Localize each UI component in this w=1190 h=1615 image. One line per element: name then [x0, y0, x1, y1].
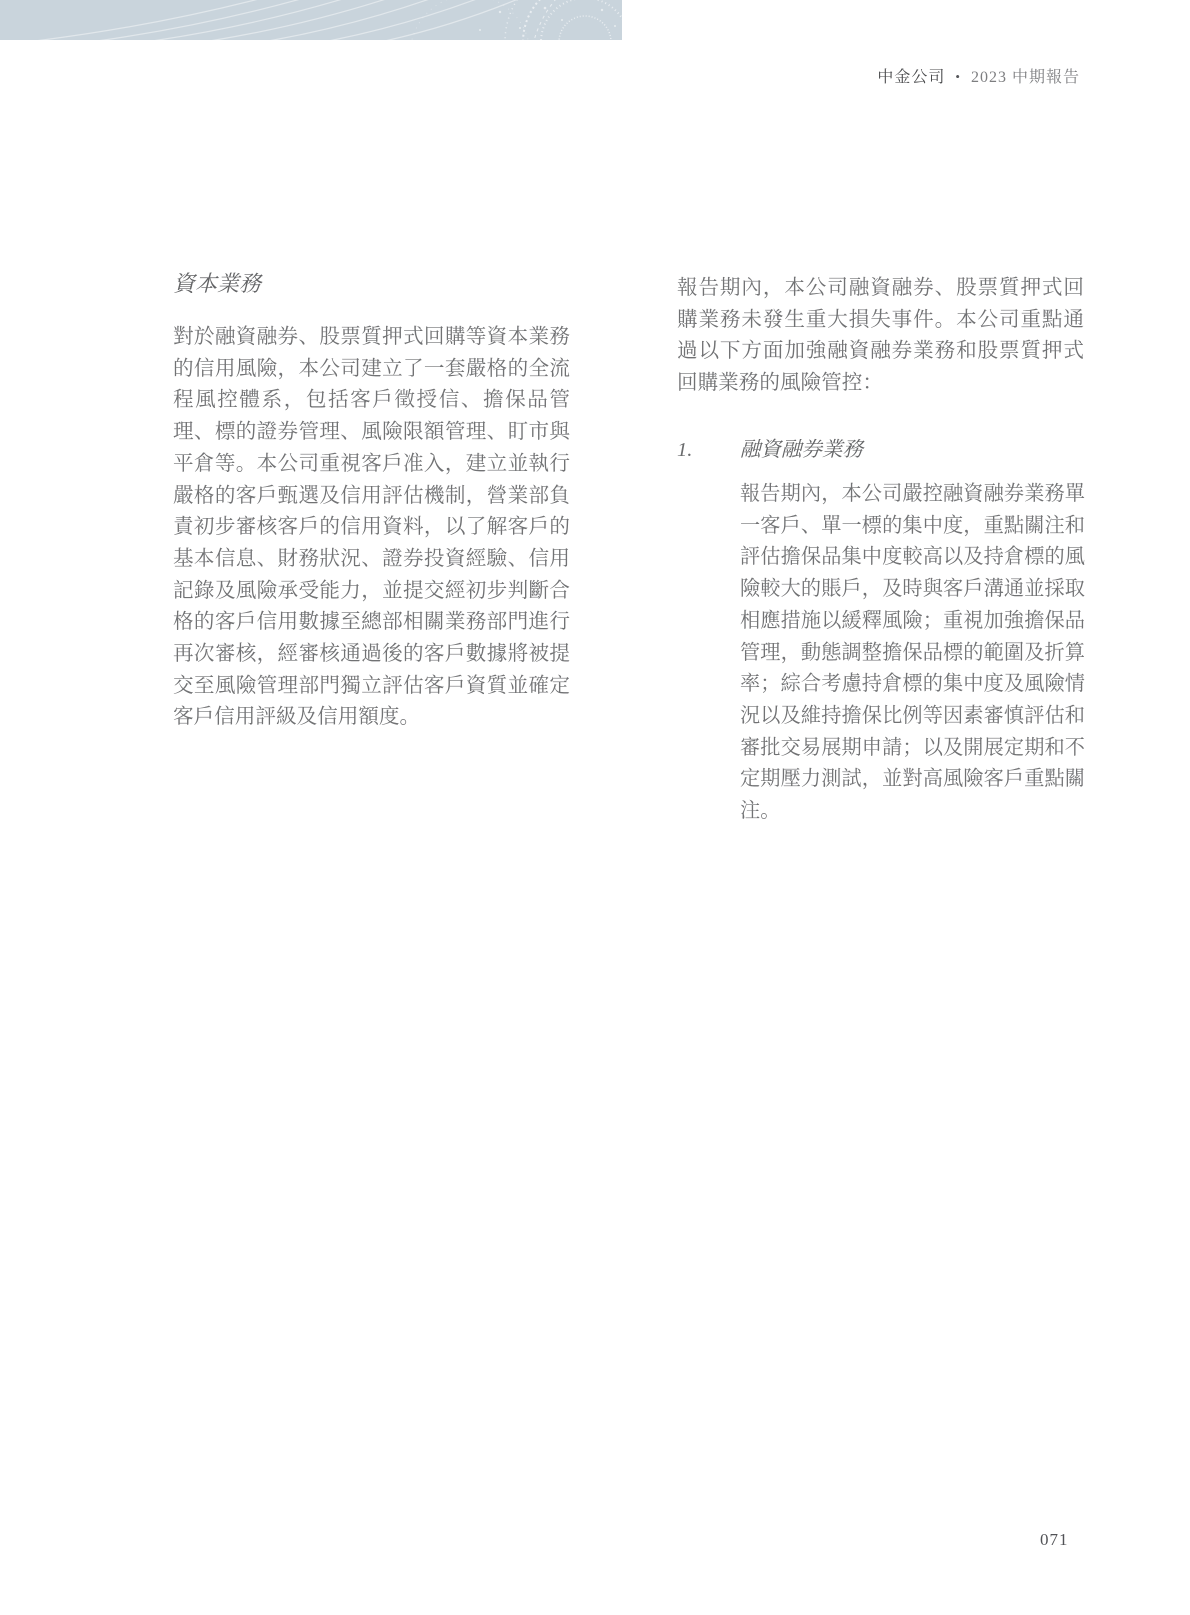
page-number: 071 — [1040, 1530, 1069, 1549]
report-title: 2023 中期報告 — [970, 69, 1080, 86]
list-item-body: 報告期內，本公司嚴控融資融券業務單一客戶、單一標的集中度，重點關注和評估擔保品集中度較高以及持倉標的風險較大的賬戶，及時與客戶溝通並採取相應措施以緩釋風險；重視加強擔保品管理，動態調整擔保品標的範圍及折算率；綜合考慮持倉標的集中度及風險情況以及維持擔保比例等因素審慎評估和審批交易展期申請；以及開展定期和不定期壓力測試，並對高風險客戶重點關注。 — [740, 483, 1085, 823]
header-bullet-separator: • — [955, 69, 961, 84]
list-item-heading — [677, 434, 1084, 466]
company-name: 中金公司 — [877, 69, 946, 86]
left-column-paragraph: 對於融資融券、股票質押式回購等資本業務的信用風險，本公司建立了一套嚴格的全流程風控體系，包括客戶徵授信、擔保品管理、標的證券管理、風險限額管理、盯市與平倉等。本公司重視客戶准入，建立並執行嚴格的客戶甄選及信用評估機制，營業部負責初步審核客戶的信用資料，以了解客戶的基本信息、財務狀況、證券投資經驗、信用記錄及風險承受能力，並提交經初步判斷合格的客戶信用數據至總部相關業務部門進行再次審核，經審核通過後的客戶數據將被提交至風險管理部門獨立評估客戶資質並確定客戶信用評級及信用額度。 — [173, 325, 570, 729]
list-item-title-margin-trading: 融資融券業務 — [740, 439, 863, 461]
right-column-paragraph: 報告期內，本公司融資融券、股票質押式回購業務未發生重大損失事件。本公司重點通過以下方面加強融資融券業務和股票質押式回購業務的風險管控： — [677, 276, 1084, 395]
running-header — [877, 64, 1080, 87]
decorative-wave-band — [0, 0, 622, 40]
section-heading-capital-business: 資本業務 — [173, 271, 262, 296]
list-item-number: 1. — [677, 439, 693, 461]
